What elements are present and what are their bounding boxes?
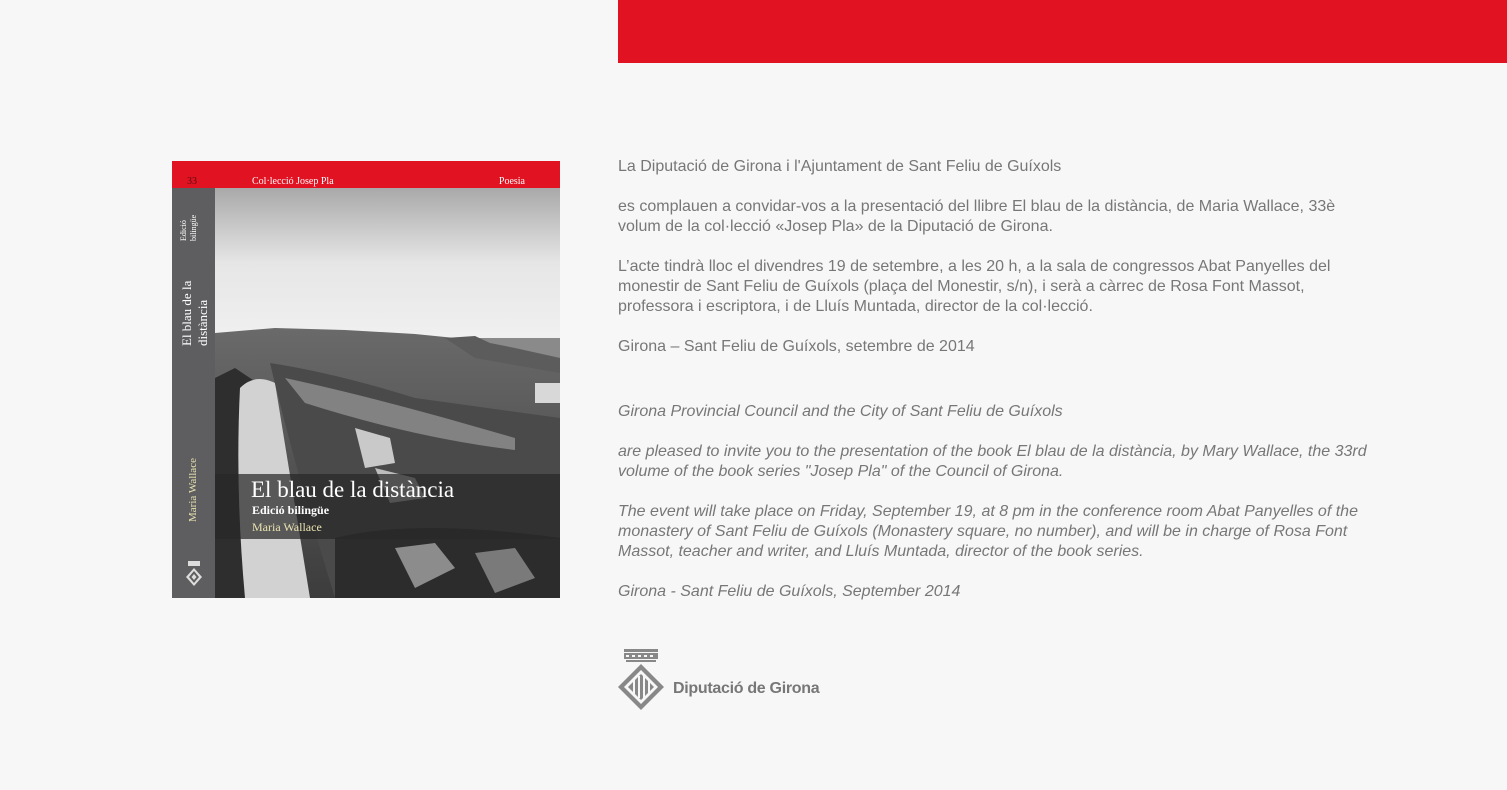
cover-edition: Edició bilingüe — [252, 503, 330, 517]
english-text — [618, 402, 1378, 602]
english-paragraph-1: Girona Provincial Council and the City of Sant Feliu de Guíxols — [618, 403, 1063, 420]
cover-collection-number: 33 — [187, 176, 197, 187]
cover-author: Maria Wallace — [252, 520, 322, 534]
spine-title: El blau de la distància — [179, 280, 210, 346]
cover-title-panel — [215, 474, 560, 539]
cover-header-band — [172, 161, 560, 188]
catalan-paragraph-2: es complauen a convidar-vos a la presentació del llibre El blau de la distància, de Maria Wallace, 33è volum de la col·lecció «Josep Pla» de la Diputació de Girona. — [618, 198, 1336, 235]
catalan-text — [618, 157, 1378, 357]
cover-collection-name: Col·lecció Josep Pla — [252, 176, 334, 187]
english-paragraph-4: Girona - Sant Feliu de Guíxols, September 2014 — [618, 583, 961, 600]
spine-crest-icon — [185, 560, 203, 590]
catalan-paragraph-4: Girona – Sant Feliu de Guíxols, setembre de 2014 — [618, 338, 975, 355]
spine-author: Maria Wallace — [187, 458, 199, 522]
cover-spine — [172, 188, 215, 598]
invitation-text — [618, 157, 1378, 622]
english-paragraph-2: are pleased to invite you to the presentation of the book El blau de la distància, by Mary Wallace, the 33rd volume of the book series "Josep Pla" of the Council of Girona. — [618, 443, 1367, 480]
diputacio-logo — [617, 647, 837, 715]
diputacio-crest-icon — [617, 647, 665, 715]
cover-genre: Poesia — [498, 176, 525, 187]
top-red-bar — [618, 0, 1507, 63]
catalan-paragraph-3: L’acte tindrà lloc el divendres 19 de setembre, a les 20 h, a la sala de congressos Abat Panyelles del monestir de Sant Feliu de Guíxols (plaça del Monestir, s/n), i serà a càrrec de Rosa Font Massot, professora i escriptora, i de Lluís Muntada, director de la col·lecció. — [618, 258, 1331, 315]
spine-title-group — [179, 196, 211, 346]
catalan-paragraph-1: La Diputació de Girona i l'Ajuntament de Sant Feliu de Guíxols — [618, 158, 1062, 175]
spine-subtitle: Edició bilingüe — [179, 214, 198, 241]
book-cover — [172, 161, 560, 598]
english-paragraph-3: The event will take place on Friday, September 19, at 8 pm in the conference room Abat Panyelles of the monastery of Sant Feliu de Guíxols (Monastery square, no number), and will be in charge of Rosa Font Massot, teacher and writer, and Lluís Muntada, director of the book series. — [618, 503, 1358, 560]
cover-title: El blau de la distància — [251, 477, 455, 502]
logo-text: Diputació de Girona — [673, 680, 820, 697]
